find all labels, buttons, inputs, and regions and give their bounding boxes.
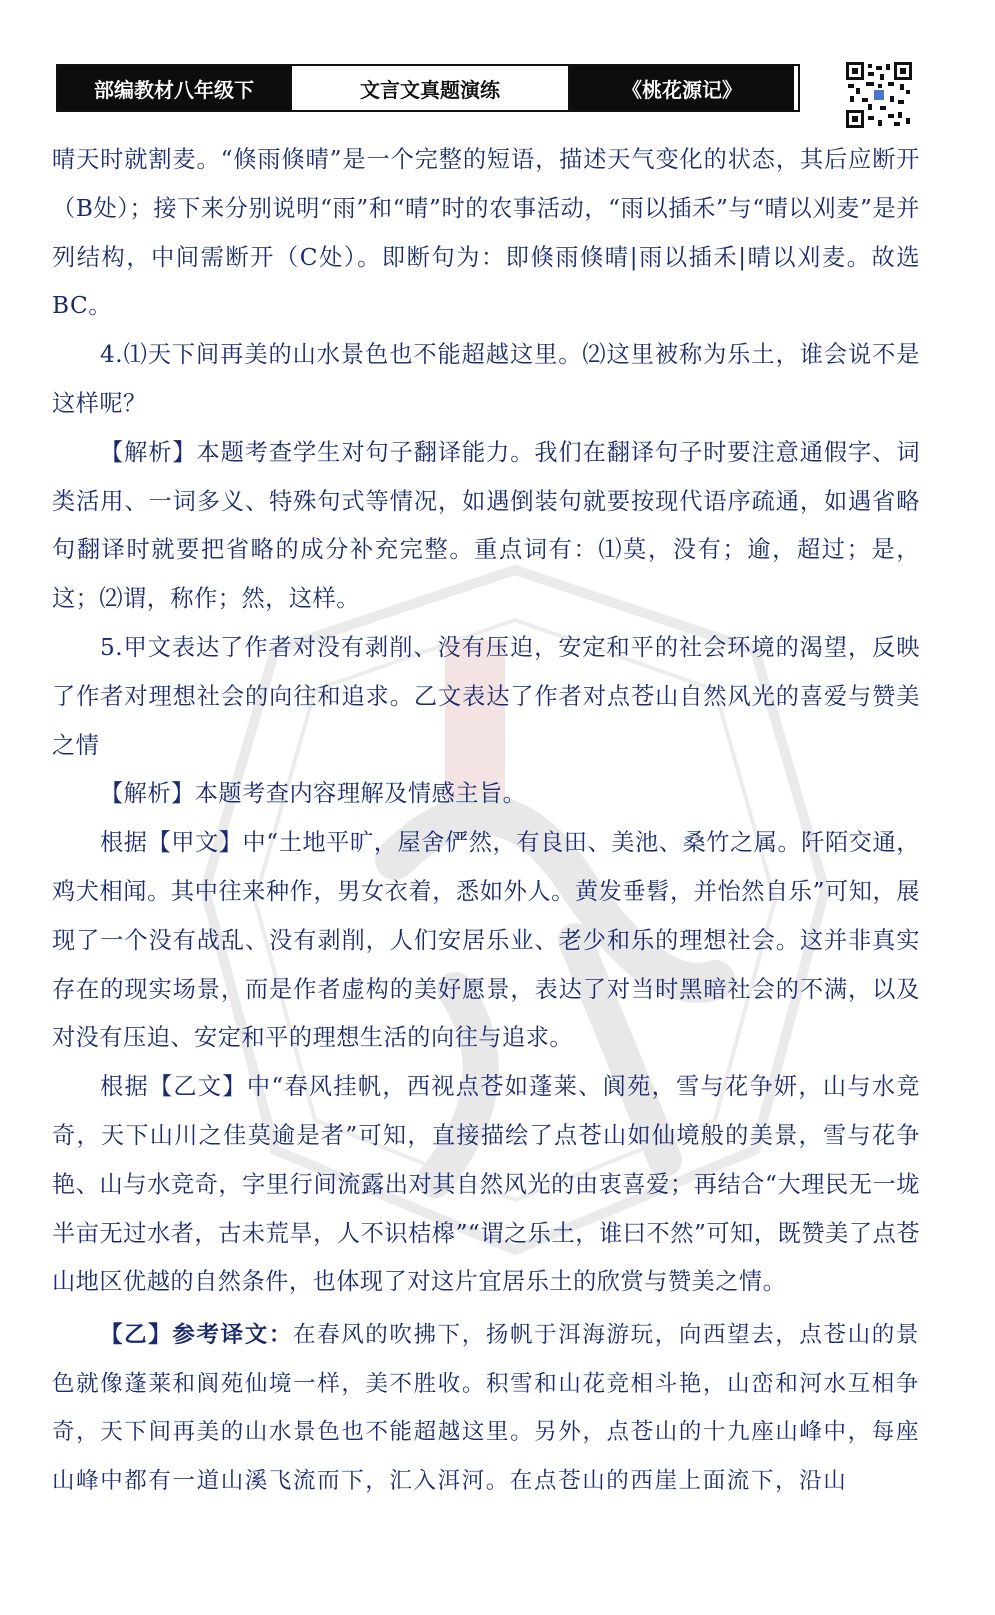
header-section: 文言文真题演练 xyxy=(290,66,570,110)
analysis-yi: 根据【乙文】中“春风挂帆，西视点苍如蓬莱、阆苑，雪与花争妍，山与水竞奇，天下山川之佳莫逾是者”可知，直接描绘了点苍山如仙境般的美景，雪与花争艳、山与水竞奇，字里行间流露出对其自然风光的由衷喜爱；再结合“大理民无一垅半亩无过水者，古未荒旱，人不识桔槔”“谓之乐土，谁曰不然”可知，既赞美了点苍山地区优越的自然条件，也体现了对这片宜居乐土的欣赏与赞美之情。 xyxy=(52,1073,920,1296)
header-grade: 部编教材八年级下 xyxy=(58,66,290,110)
analysis-jia: 根据【甲文】中“土地平旷，屋舍俨然，有良田、美池、桑竹之属。阡陌交通，鸡犬相闻。其中往来种作，男女衣着，悉如外人。黄发垂髫，并怡然自乐”可知，展现了一个没有战乱、没有剥削，人们安居乐业、老少和乐的理想社会。这并非真实存在的现实场景，而是作者虚构的美好愿景，表达了对当时黑暗社会的不满，以及对没有压迫、安定和平的理想生活的向往与追求。 xyxy=(52,829,920,1052)
analysis-label: 【解析】 xyxy=(100,438,197,466)
answer-3-continued: 晴天时就割麦。“倏雨倏晴”是一个完整的短语，描述天气变化的状态，其后应断开（B处）；接下来分别说明“雨”和“晴”时的农事活动，“雨以插禾”与“晴以刈麦”是并列结构，中间需断开（C处）。即断句为：即倏雨倏晴|雨以插禾|晴以刈麦。故选BC。 xyxy=(52,146,920,320)
translation-label: 【乙】参考译文： xyxy=(100,1322,293,1349)
answer-5: 5.甲文表达了作者对没有剥削、没有压迫，安定和平的社会环境的渴望，反映了作者对理想社会的向往和追求。乙文表达了作者对点苍山自然风光的喜爱与赞美之情 xyxy=(52,633,920,759)
header-title: 《桃花源记》 xyxy=(570,66,794,110)
analysis-text: 本题考查学生对句子翻译能力。我们在翻译句子时要注意通假字、词类活用、一词多义、特殊句式等情况，如遇倒装句就要按现代语序疏通，如遇省略句翻译时就要把省略的成分补充完整。重点词有：⑴莫，没有；逾，超过；是，这；⑵谓，称作；然，这样。 xyxy=(52,438,921,613)
analysis-text: 本题考查内容理解及情感主旨。 xyxy=(194,780,527,808)
analysis-label: 【解析】 xyxy=(100,780,195,808)
translation-text: 在春风的吹拂下，扬帆于洱海游玩，向西望去，点苍山的景色就像蓬莱和阆苑仙境一样，美不胜收。积雪和山花竞相斗艳，山峦和河水互相争奇，天下间再美的山水景色也不能超越这里。另外，点苍山的十九座山峰中，每座山峰中都有一道山溪飞流而下，汇入洱河。在点苍山的西崖上面流下，沿山 xyxy=(52,1322,920,1494)
yi-translation xyxy=(52,1311,920,1505)
analysis-4 xyxy=(52,429,920,624)
qr-code-icon xyxy=(846,62,912,128)
answer-4: 4.⑴天下间再美的山水景色也不能超越这里。⑵这里被称为乐土，谁会说不是这样呢？ xyxy=(52,341,920,417)
analysis-5 xyxy=(52,770,920,819)
document-body xyxy=(52,136,920,1505)
header-banner xyxy=(56,64,800,112)
